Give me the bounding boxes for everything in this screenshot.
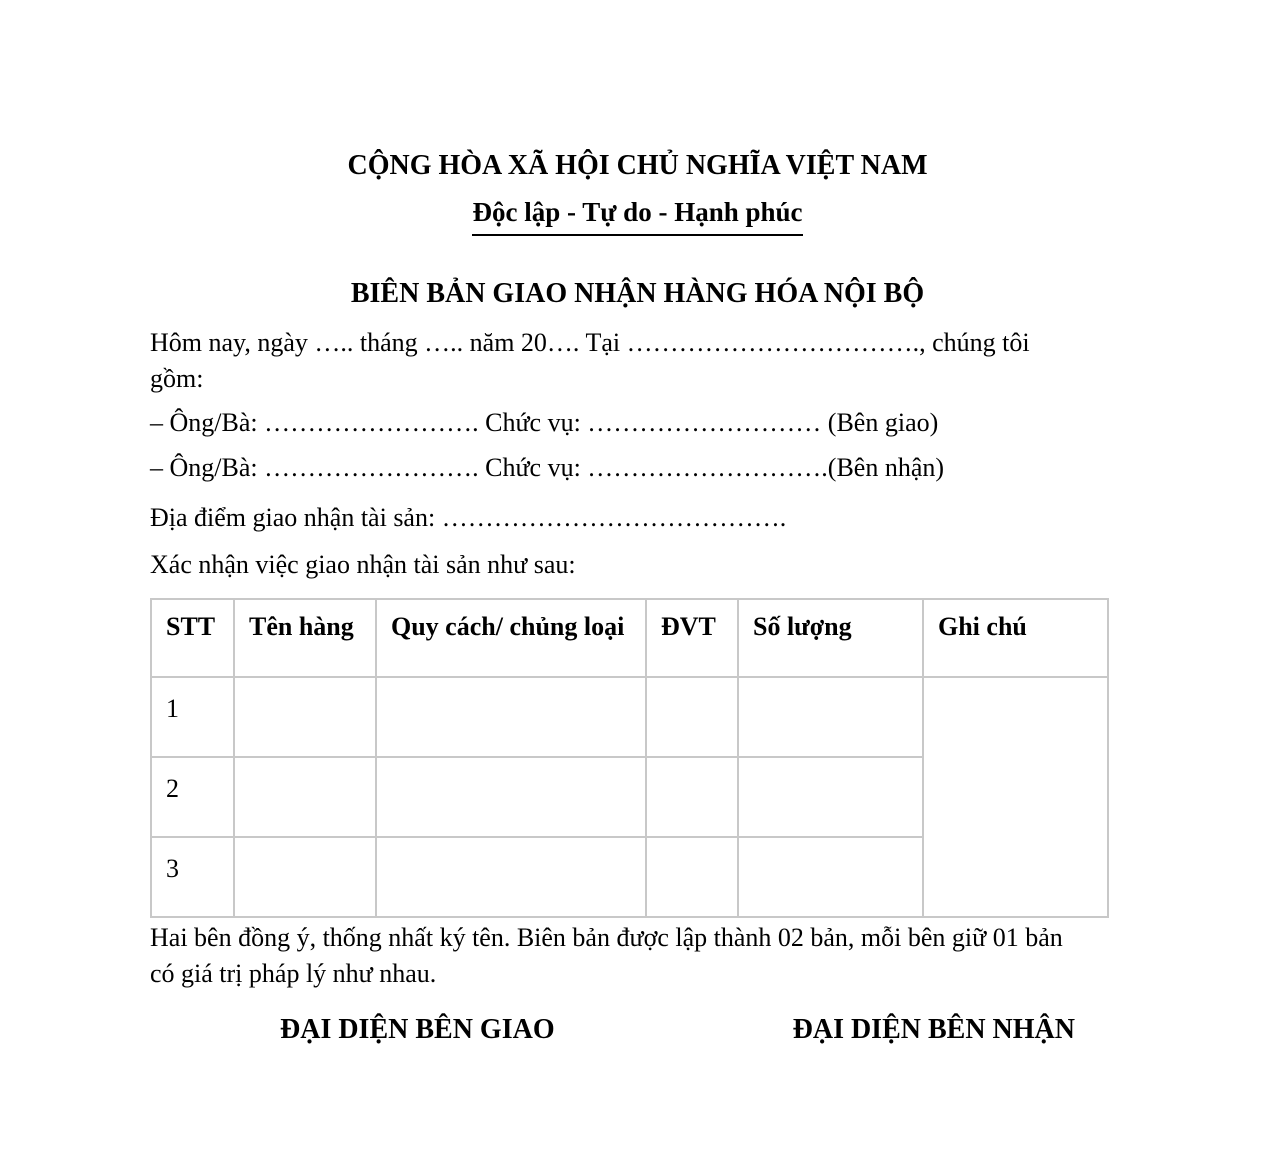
closing-line-2: có giá trị pháp lý như nhau. xyxy=(150,959,437,988)
cell-dvt xyxy=(646,677,738,757)
goods-table-header-row xyxy=(151,599,1108,677)
party-giao-line: – Ông/Bà: ……………………. Chức vụ: ……………………… (Bên giao) xyxy=(150,408,939,437)
confirmation-line: Xác nhận việc giao nhận tài sản như sau: xyxy=(150,550,576,579)
column-header-quy-cach: Quy cách/ chủng loại xyxy=(376,599,646,677)
signature-row xyxy=(150,1012,1125,1048)
national-motto-text: Độc lập - Tự do - Hạnh phúc xyxy=(472,192,802,236)
intro-line-1: Hôm nay, ngày ….. tháng ….. năm 20…. Tại ……………………………., chúng tôi xyxy=(150,328,1030,357)
signature-ben-nhan: ĐẠI DIỆN BÊN NHẬN xyxy=(792,1014,1075,1045)
cell-so-luong xyxy=(738,757,923,837)
closing-line-1: Hai bên đồng ý, thống nhất ký tên. Biên bản được lập thành 02 bản, mỗi bên giữ 01 bản xyxy=(150,923,1063,952)
intro-paragraph xyxy=(150,325,1125,397)
column-header-ten-hang: Tên hàng xyxy=(234,599,376,677)
cell-ten-hang xyxy=(234,837,376,917)
cell-quy-cach xyxy=(376,757,646,837)
document-title: BIÊN BẢN GIAO NHẬN HÀNG HÓA NỘI BỘ xyxy=(350,278,925,309)
row-number: 2 xyxy=(151,757,234,837)
intro-line-2: gồm: xyxy=(150,364,204,393)
cell-so-luong xyxy=(738,677,923,757)
closing-paragraph xyxy=(150,920,1125,992)
table-row-1 xyxy=(151,677,1108,757)
column-header-dvt: ĐVT xyxy=(646,599,738,677)
goods-table xyxy=(150,598,1109,918)
column-header-so-luong: Số lượng xyxy=(738,599,923,677)
cell-dvt xyxy=(646,837,738,917)
signature-ben-giao: ĐẠI DIỆN BÊN GIAO xyxy=(280,1014,555,1045)
cell-ten-hang xyxy=(234,677,376,757)
cell-quy-cach xyxy=(376,837,646,917)
column-header-stt: STT xyxy=(151,599,234,677)
party-nhan-line: – Ông/Bà: ……………………. Chức vụ: ……………………….(Bên nhận) xyxy=(150,453,945,482)
column-header-ghi-chu: Ghi chú xyxy=(923,599,1108,677)
national-title: CỘNG HÒA XÃ HỘI CHỦ NGHĨA VIỆT NAM xyxy=(347,150,928,181)
document-content xyxy=(150,0,1125,1048)
cell-dvt xyxy=(646,757,738,837)
handover-location-line: Địa điểm giao nhận tài sản: …………………………………. xyxy=(150,503,787,532)
cell-quy-cach xyxy=(376,677,646,757)
cell-ghi-chu-merged xyxy=(923,677,1108,917)
national-motto xyxy=(150,192,1125,236)
cell-so-luong xyxy=(738,837,923,917)
row-number: 1 xyxy=(151,677,234,757)
cell-ten-hang xyxy=(234,757,376,837)
row-number: 3 xyxy=(151,837,234,917)
